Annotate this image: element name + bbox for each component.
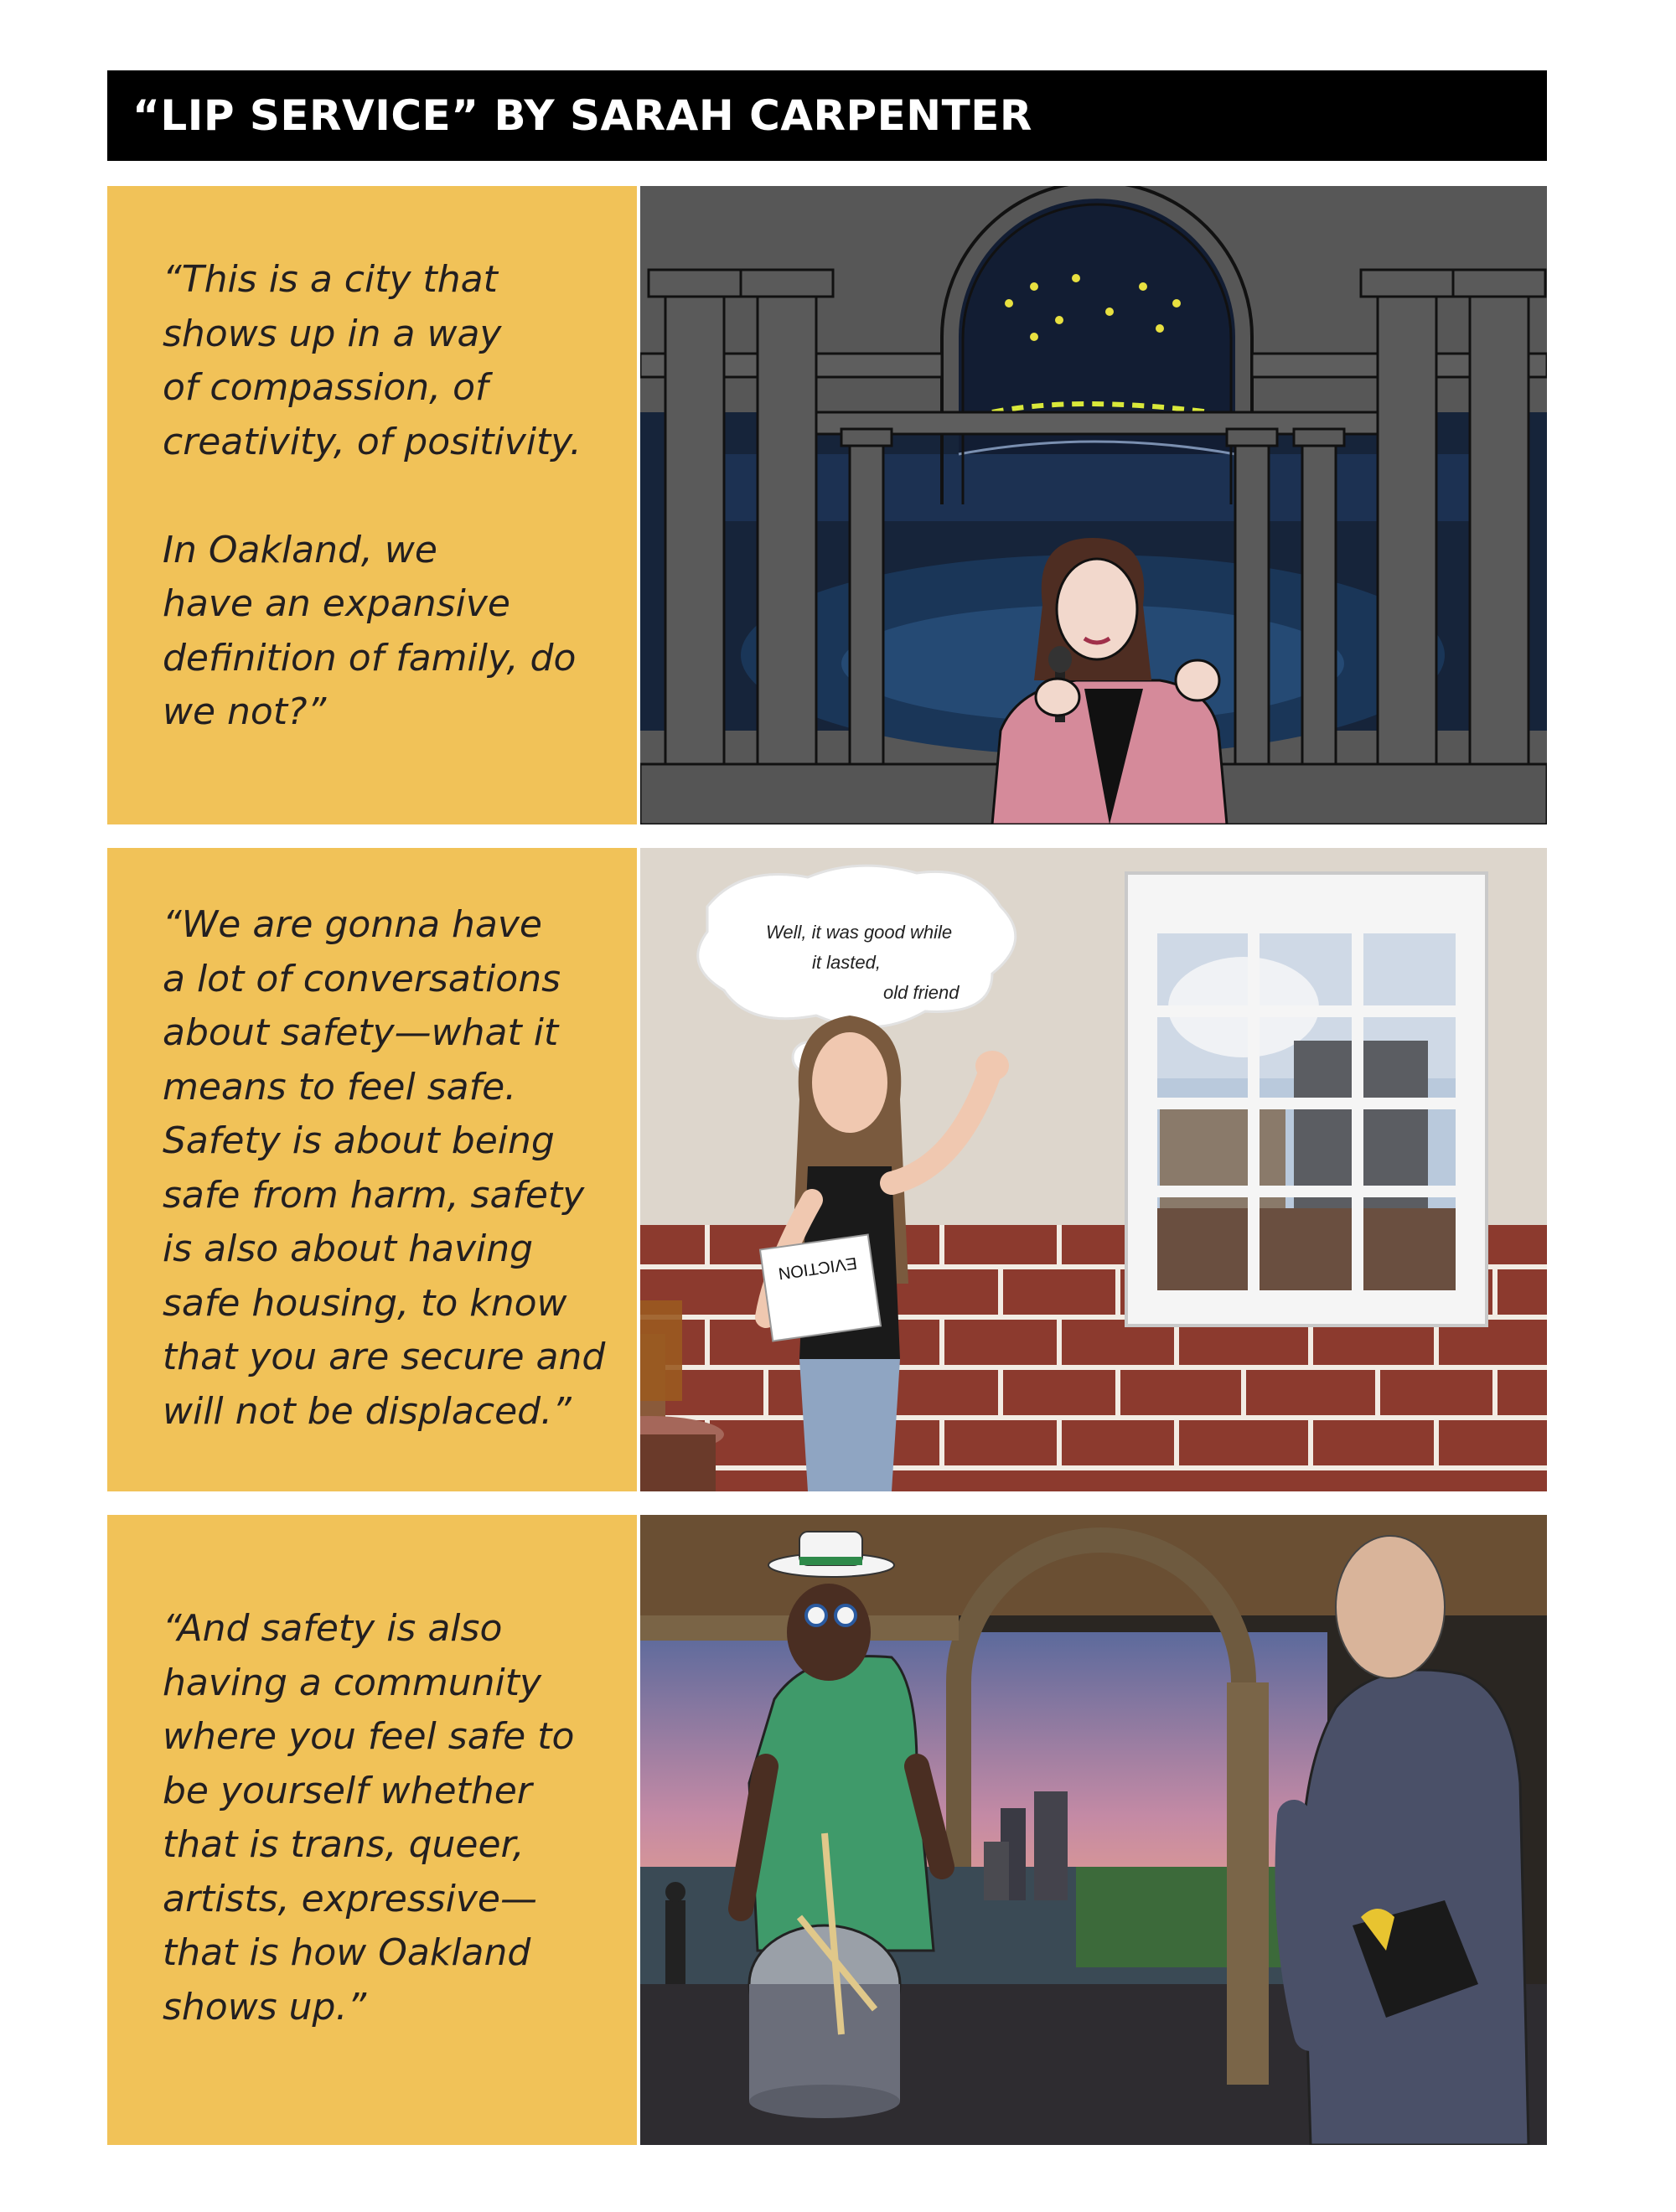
- comic-panel-3: [107, 1515, 1547, 2145]
- eviction-paper-label: EVICTION: [777, 1253, 858, 1283]
- page-title: “LIP SERVICE” BY SARAH CARPENTER: [132, 91, 1032, 140]
- quote-box-1: [107, 186, 637, 824]
- quote-text-2: “We are gonna have a lot of conversations about safety—what it means to feel safe. Safety is about being safe from harm, safety is also about having safe housing, to know that you are secure and will not be displaced.”: [163, 903, 606, 1433]
- drummer-and-officer-illustration: [640, 1515, 1547, 2145]
- thought-bubble-line-2: it lasted,: [812, 952, 881, 973]
- quote-box-3: [107, 1515, 637, 2145]
- speaker-at-colonnade-illustration: [640, 186, 1547, 824]
- quote-text-1: “This is a city that shows up in a way of compassion, of creativity, of positivity. In Oakland, we have an expansive definition of family, do we not?”: [163, 258, 582, 733]
- thought-bubble-line-1: Well, it was good while: [766, 922, 953, 943]
- quote-text-3: “And safety is also having a community where you feel safe to be yourself whether that is trans, queer, artists, expressive— that is how Oakland shows up.”: [163, 1607, 575, 2029]
- scene-illustration-2: [640, 848, 1547, 1491]
- quote-box-2: [107, 848, 637, 1491]
- comic-panel-1: [107, 186, 1547, 824]
- scene-illustration-3: [640, 1515, 1547, 2145]
- eviction-room-illustration: [640, 848, 1547, 1491]
- scene-illustration-1: [640, 186, 1547, 824]
- comic-panel-2: [107, 848, 1547, 1491]
- title-bar: [107, 70, 1547, 161]
- thought-bubble-line-3: old friend: [883, 982, 960, 1003]
